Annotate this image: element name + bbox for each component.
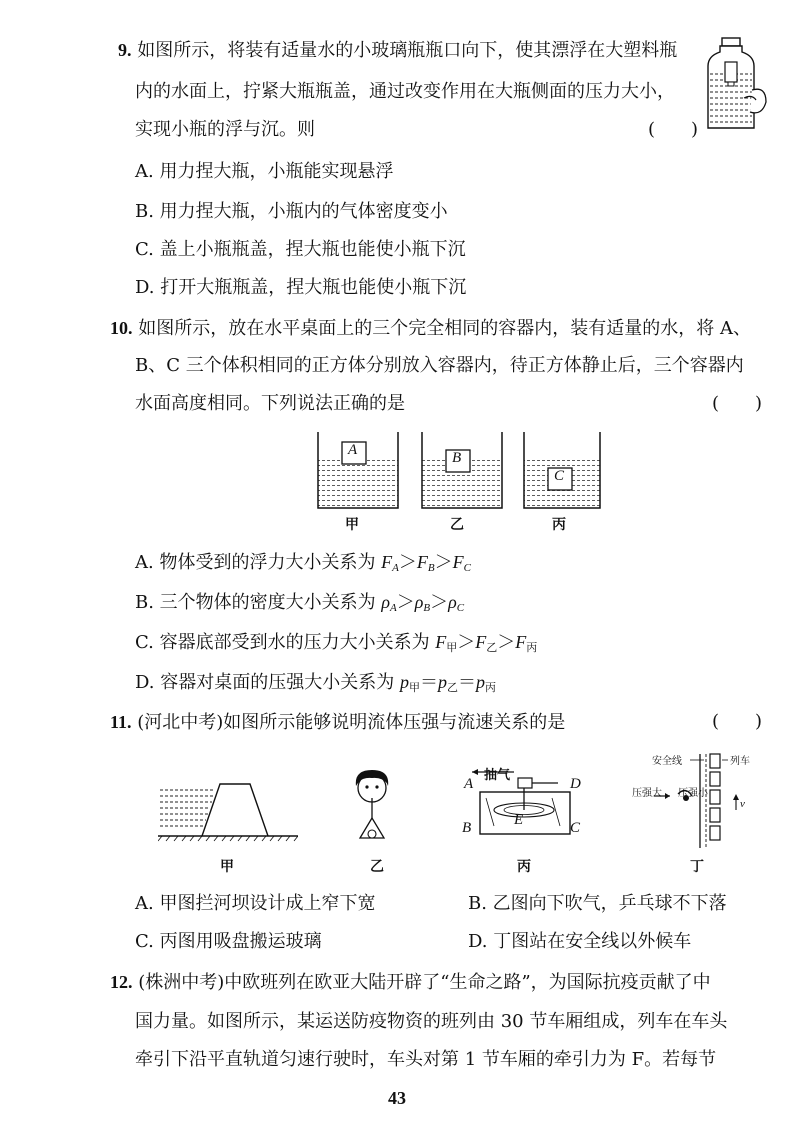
q10-line-2: B、C 三个体积相同的正方体分别放入容器内，待正方体静止后，三个容器内 <box>135 355 744 376</box>
page-number: 43 <box>388 1088 406 1108</box>
q10-text-1: 如图所示，放在水平桌面上的三个完全相同的容器内，装有适量的水，将 A、 <box>138 318 751 339</box>
corner-a-label: A <box>464 776 474 792</box>
corner-c-label: C <box>570 820 581 836</box>
q9-option-a: A. 用力捏大瓶，小瓶能实现悬浮 <box>135 161 394 182</box>
q12-text-1: (株洲中考)中欧班列在欧亚大陆开辟了“生命之路”，为国际抗疫贡献了中 <box>138 972 711 993</box>
q10-option-c: C. 容器底部受到水的压力大小关系为 $F_甲>F_乙>F_丙$ <box>135 632 538 654</box>
q9-line-2: 内的水面上，拧紧大瓶瓶盖，通过改变作用在大瓶侧面的压力大小， <box>135 81 675 102</box>
bottle-figure <box>706 36 768 132</box>
funnel-blow-figure <box>350 768 398 844</box>
q10-option-a: A. 物体受到的浮力大小关系为 $F_A>F_B>F_C$ <box>135 552 471 574</box>
fig-label-bing: 丙 <box>517 859 531 875</box>
q12-line-3: 牵引下沿平直轨道匀速行驶时，车头对第 1 节车厢的牵引力为 F。若每节 <box>135 1049 717 1070</box>
q12-line-1 <box>110 970 711 995</box>
q11-option-d: D. 丁图站在安全线以外候车 <box>468 931 692 952</box>
q9-line-3: 实现小瓶的浮与沉。则 <box>135 119 315 140</box>
container-label-bing: 丙 <box>552 517 566 533</box>
q11-option-c: C. 丙图用吸盘搬运玻璃 <box>135 931 322 952</box>
corner-b-label: B <box>462 820 472 836</box>
fig-label-jia: 甲 <box>220 859 234 875</box>
pump-label: 抽气 <box>484 768 511 783</box>
q11-answer-paren: ( ) <box>712 711 763 732</box>
q9-option-d: D. 打开大瓶瓶盖，捏大瓶也能使小瓶下沉 <box>135 277 467 298</box>
fig-label-yi: 乙 <box>370 859 384 875</box>
suction-glass-figure <box>458 766 588 846</box>
q12-line-2: 国力量。如图所示，某运送防疫物资的班列由 30 节车厢组成，列车在车头 <box>135 1011 728 1032</box>
q9-answer-paren: ( ) <box>648 119 699 140</box>
container-label-jia: 甲 <box>345 517 359 533</box>
q10-line-1 <box>110 316 751 341</box>
train-platform-figure <box>630 752 770 852</box>
q9-option-b: B. 用力捏大瓶，小瓶内的气体密度变小 <box>135 201 448 222</box>
box-a-label: A <box>348 442 358 458</box>
q10-option-b: B. 三个物体的密度大小关系为 $\rho_A>\rho_B>\rho_C$ <box>135 592 465 614</box>
fig-label-ding: 丁 <box>690 859 704 875</box>
container-label-yi: 乙 <box>450 517 464 533</box>
box-b-label: B <box>452 450 462 466</box>
train-label: 列车 <box>730 756 750 767</box>
point-e-label: E <box>514 812 524 828</box>
q10-number: 10. <box>110 318 133 338</box>
q9-text-1: 如图所示，将装有适量水的小玻璃瓶瓶口向下，使其漂浮在大塑料瓶 <box>137 40 678 61</box>
box-c-label: C <box>554 468 565 484</box>
q9-option-c: C. 盖上小瓶瓶盖，捏大瓶也能使小瓶下沉 <box>135 239 466 260</box>
q10-option-d: D. 容器对桌面的压强大小关系为 $p_甲=p_乙=p_丙$ <box>135 672 496 694</box>
q9-number: 9. <box>118 40 132 60</box>
q10-answer-paren: ( ) <box>712 393 763 414</box>
velocity-label: v <box>740 798 745 810</box>
pressure-big-label: 压强大 <box>632 788 662 799</box>
dam-figure <box>158 780 298 842</box>
q11-option-b: B. 乙图向下吹气，乒乓球不下落 <box>468 893 727 914</box>
q11-option-a: A. 甲图拦河坝设计成上窄下宽 <box>135 893 376 914</box>
q10-line-3: 水面高度相同。下列说法正确的是 <box>135 393 405 414</box>
q11-number: 11. <box>110 712 132 732</box>
corner-d-label: D <box>570 776 581 792</box>
q9-line-1 <box>118 38 677 63</box>
q12-number: 12. <box>110 972 133 992</box>
q11-line-1 <box>110 710 565 735</box>
q11-text: (河北中考)如图所示能够说明流体压强与流速关系的是 <box>137 712 566 733</box>
safety-line-label: 安全线 <box>652 756 682 767</box>
pressure-small-label: 压强小 <box>678 788 708 799</box>
